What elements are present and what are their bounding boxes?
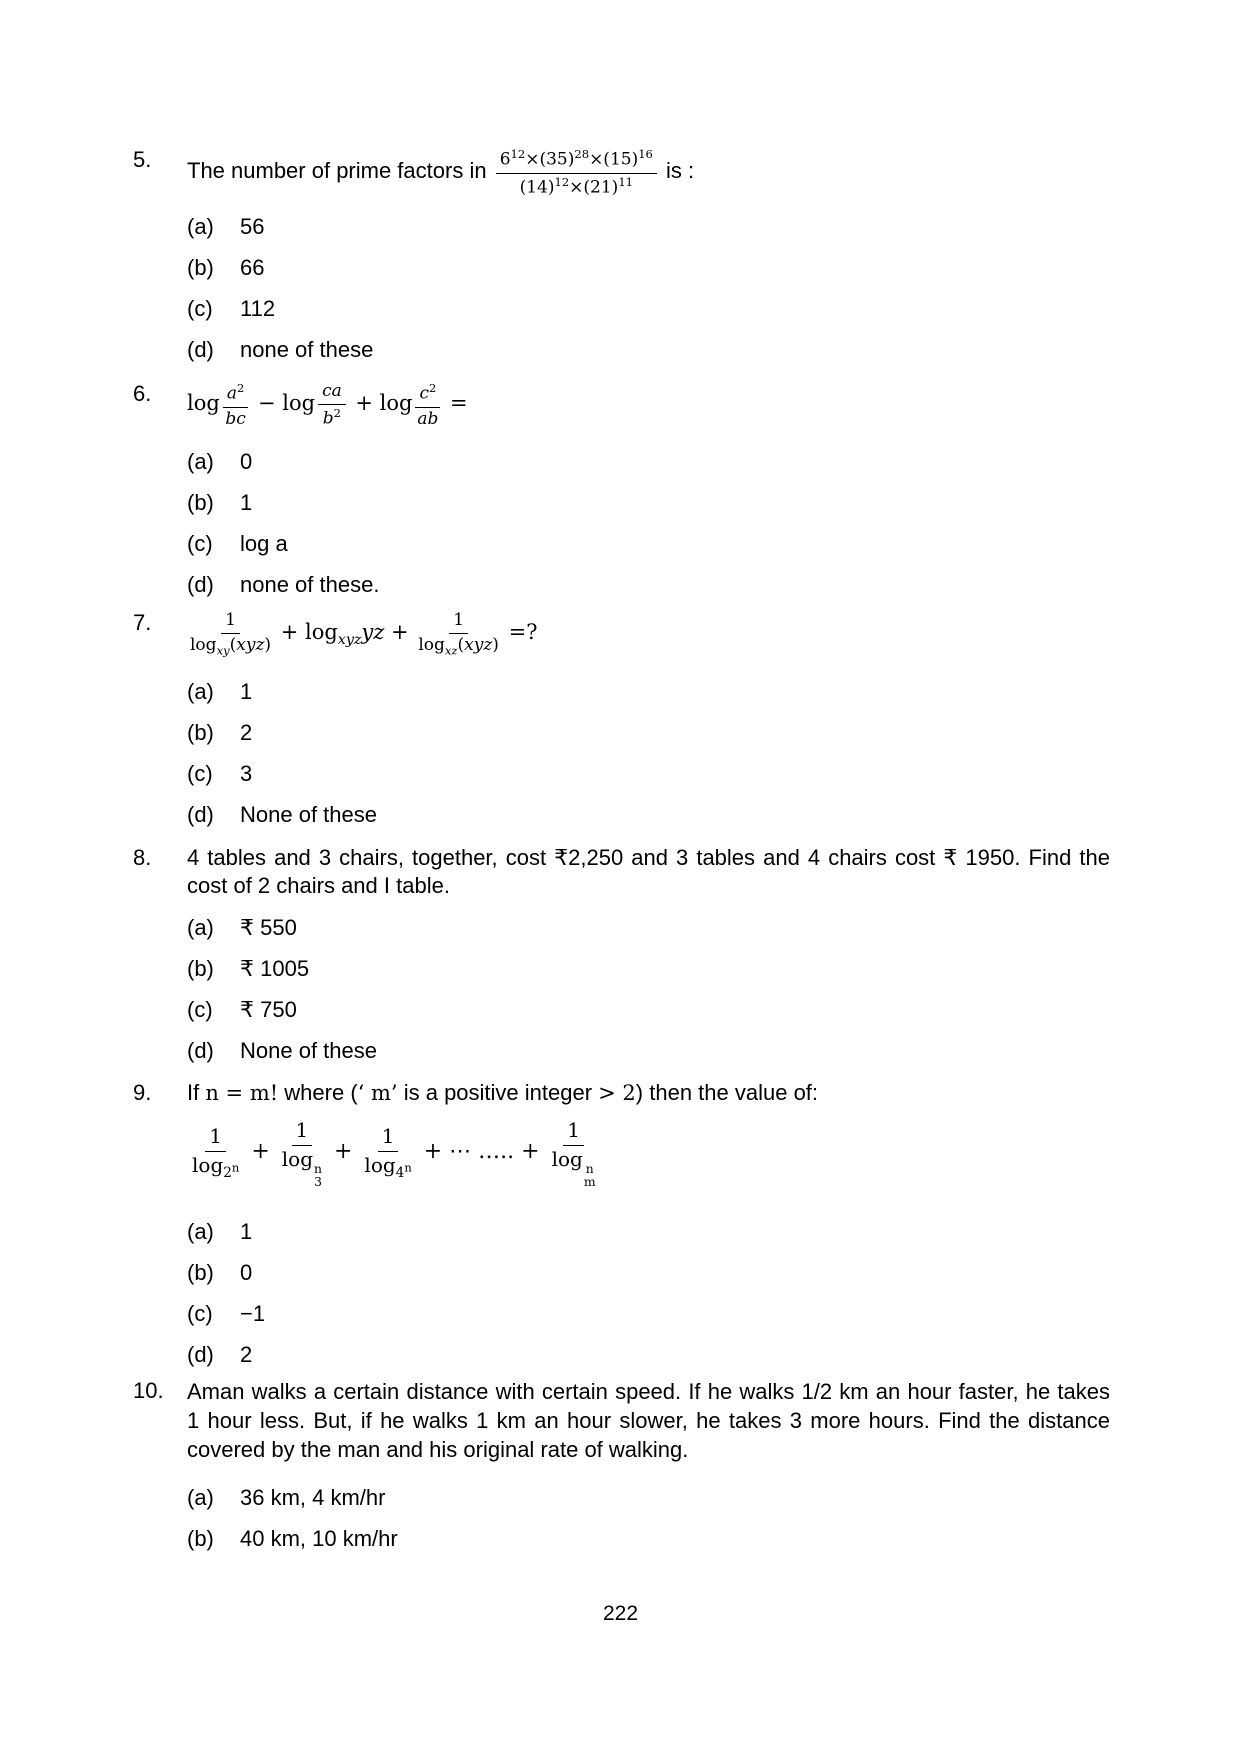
question-9-option-a xyxy=(187,1218,1110,1246)
question-8-text: 4 tables and 3 chairs, together, cost ₹2,250 and 3 tables and 4 chairs cost ₹ 1950. Find the cost of 2 chairs and I table. xyxy=(187,845,1110,899)
option-value: None of these xyxy=(240,1038,377,1064)
option-value: 2 xyxy=(240,1341,253,1367)
option-value: 40 km, 10 km/hr xyxy=(240,1525,398,1551)
question-7-text: $\frac{1}{\log_{xy}(xyz)}$ + $\log_{xyz}yz$ + $\frac{1}{\log_{xz}(xyz)}$ =? xyxy=(190,609,538,658)
question-7 xyxy=(133,609,1110,829)
question-8 xyxy=(133,844,1110,1065)
option-label: (b) xyxy=(187,489,214,515)
option-label: (c) xyxy=(187,997,213,1023)
question-10-option-b xyxy=(187,1525,1110,1553)
option-value: ₹ 750 xyxy=(240,997,297,1023)
option-label: (c) xyxy=(187,295,213,321)
question-8-option-c xyxy=(187,996,1110,1024)
question-6-text: log $\frac{a^2}{bc}$ − log $\frac{ca}{b^2}$ + log $\frac{c^2}{ab}$ = xyxy=(187,380,468,429)
option-label: (a) xyxy=(187,448,214,474)
option-value: 36 km, 4 km/hr xyxy=(240,1484,386,1510)
question-9-formula: $\frac{1}{\log_{2^n}}$ + 1 log n 3 + $\frac{1}{\log_{4^n}}$ + ⋯ ….. + 1 log n m xyxy=(192,1118,596,1189)
question-8-option-b xyxy=(187,955,1110,983)
question-8-option-d xyxy=(187,1037,1110,1065)
question-7-option-c xyxy=(187,760,1110,788)
question-7-option-d xyxy=(187,801,1110,829)
question-6-option-a xyxy=(187,448,1110,476)
question-9 xyxy=(133,1079,1110,1369)
option-value: −1 xyxy=(240,1300,266,1326)
question-5 xyxy=(133,146,1110,364)
question-7-option-a xyxy=(187,678,1110,706)
question-8-number: 8. xyxy=(133,845,152,871)
question-5-option-b xyxy=(187,254,1110,282)
question-9-number: 9. xyxy=(133,1080,152,1106)
question-6-option-d xyxy=(187,571,1110,599)
option-label: (d) xyxy=(187,802,214,828)
option-value: ₹ 550 xyxy=(240,915,297,941)
question-5-option-a xyxy=(187,213,1110,241)
option-label: (a) xyxy=(187,1218,214,1244)
option-value: none of these. xyxy=(240,571,380,597)
question-5-option-c xyxy=(187,295,1110,323)
option-label: (d) xyxy=(187,1341,214,1367)
question-7-option-b xyxy=(187,719,1110,747)
option-label: (b) xyxy=(187,720,214,746)
question-5-text: The number of prime factors in $\frac{6^{12}\times(35)^{28}\times(15)^{16}}{(14)^{12}\times(21)^{11}}$ is : xyxy=(187,147,695,198)
question-5-options xyxy=(187,213,1110,364)
option-value: 1 xyxy=(240,1218,253,1244)
question-9-text: If n = m! where (‘ m’ is a positive integer > 2) then the value of: xyxy=(187,1080,819,1106)
option-value: 0 xyxy=(240,448,253,474)
option-label: (b) xyxy=(187,254,214,280)
option-value: 112 xyxy=(240,295,276,321)
option-value: None of these xyxy=(240,802,377,828)
question-9-option-d xyxy=(187,1341,1110,1369)
question-10 xyxy=(133,1377,1110,1553)
option-label: (a) xyxy=(187,915,214,941)
option-label: (b) xyxy=(187,1525,214,1551)
question-5-option-d xyxy=(187,336,1110,364)
option-value: ₹ 1005 xyxy=(240,956,310,982)
question-6-number: 6. xyxy=(133,380,152,406)
option-label: (a) xyxy=(187,1484,214,1510)
option-label: (d) xyxy=(187,571,214,597)
question-6-options xyxy=(187,448,1110,599)
option-label: (c) xyxy=(187,1300,213,1326)
question-9-options xyxy=(187,1218,1110,1369)
option-label: (d) xyxy=(187,336,214,362)
page-number: 222 xyxy=(602,1602,639,1625)
option-value: 66 xyxy=(240,254,265,280)
option-value: none of these xyxy=(240,336,374,362)
option-value: 1 xyxy=(240,489,253,515)
question-7-number: 7. xyxy=(133,609,152,635)
question-10-option-a xyxy=(187,1484,1110,1512)
option-label: (c) xyxy=(187,761,213,787)
option-label: (b) xyxy=(187,1259,214,1285)
option-label: (a) xyxy=(187,679,214,705)
question-9-option-b xyxy=(187,1259,1110,1287)
option-value: log a xyxy=(240,530,288,556)
option-label: (a) xyxy=(187,213,214,239)
option-label: (c) xyxy=(187,530,213,556)
option-value: 1 xyxy=(240,679,253,705)
option-label: (b) xyxy=(187,956,214,982)
option-value: 56 xyxy=(240,213,265,239)
option-label: (d) xyxy=(187,1038,214,1064)
option-value: 3 xyxy=(240,761,253,787)
question-8-option-a xyxy=(187,914,1110,942)
question-6-option-b xyxy=(187,489,1110,517)
option-value: 2 xyxy=(240,720,253,746)
question-10-text: Aman walks a certain distance with certain speed. If he walks 1/2 km an hour faster, he takes 1 hour less. But, if he walks 1 km an hour slower, he takes 3 more hours. Find the distance covered by the man and his original rate of walking. xyxy=(187,1378,1110,1462)
question-9-option-c xyxy=(187,1300,1110,1328)
question-8-options xyxy=(187,914,1110,1065)
question-10-number: 10. xyxy=(133,1377,164,1403)
question-6 xyxy=(133,380,1110,599)
question-6-option-c xyxy=(187,530,1110,558)
question-10-options xyxy=(187,1484,1110,1553)
question-5-number: 5. xyxy=(133,147,152,172)
question-7-options xyxy=(187,678,1110,829)
option-value: 0 xyxy=(240,1259,253,1285)
